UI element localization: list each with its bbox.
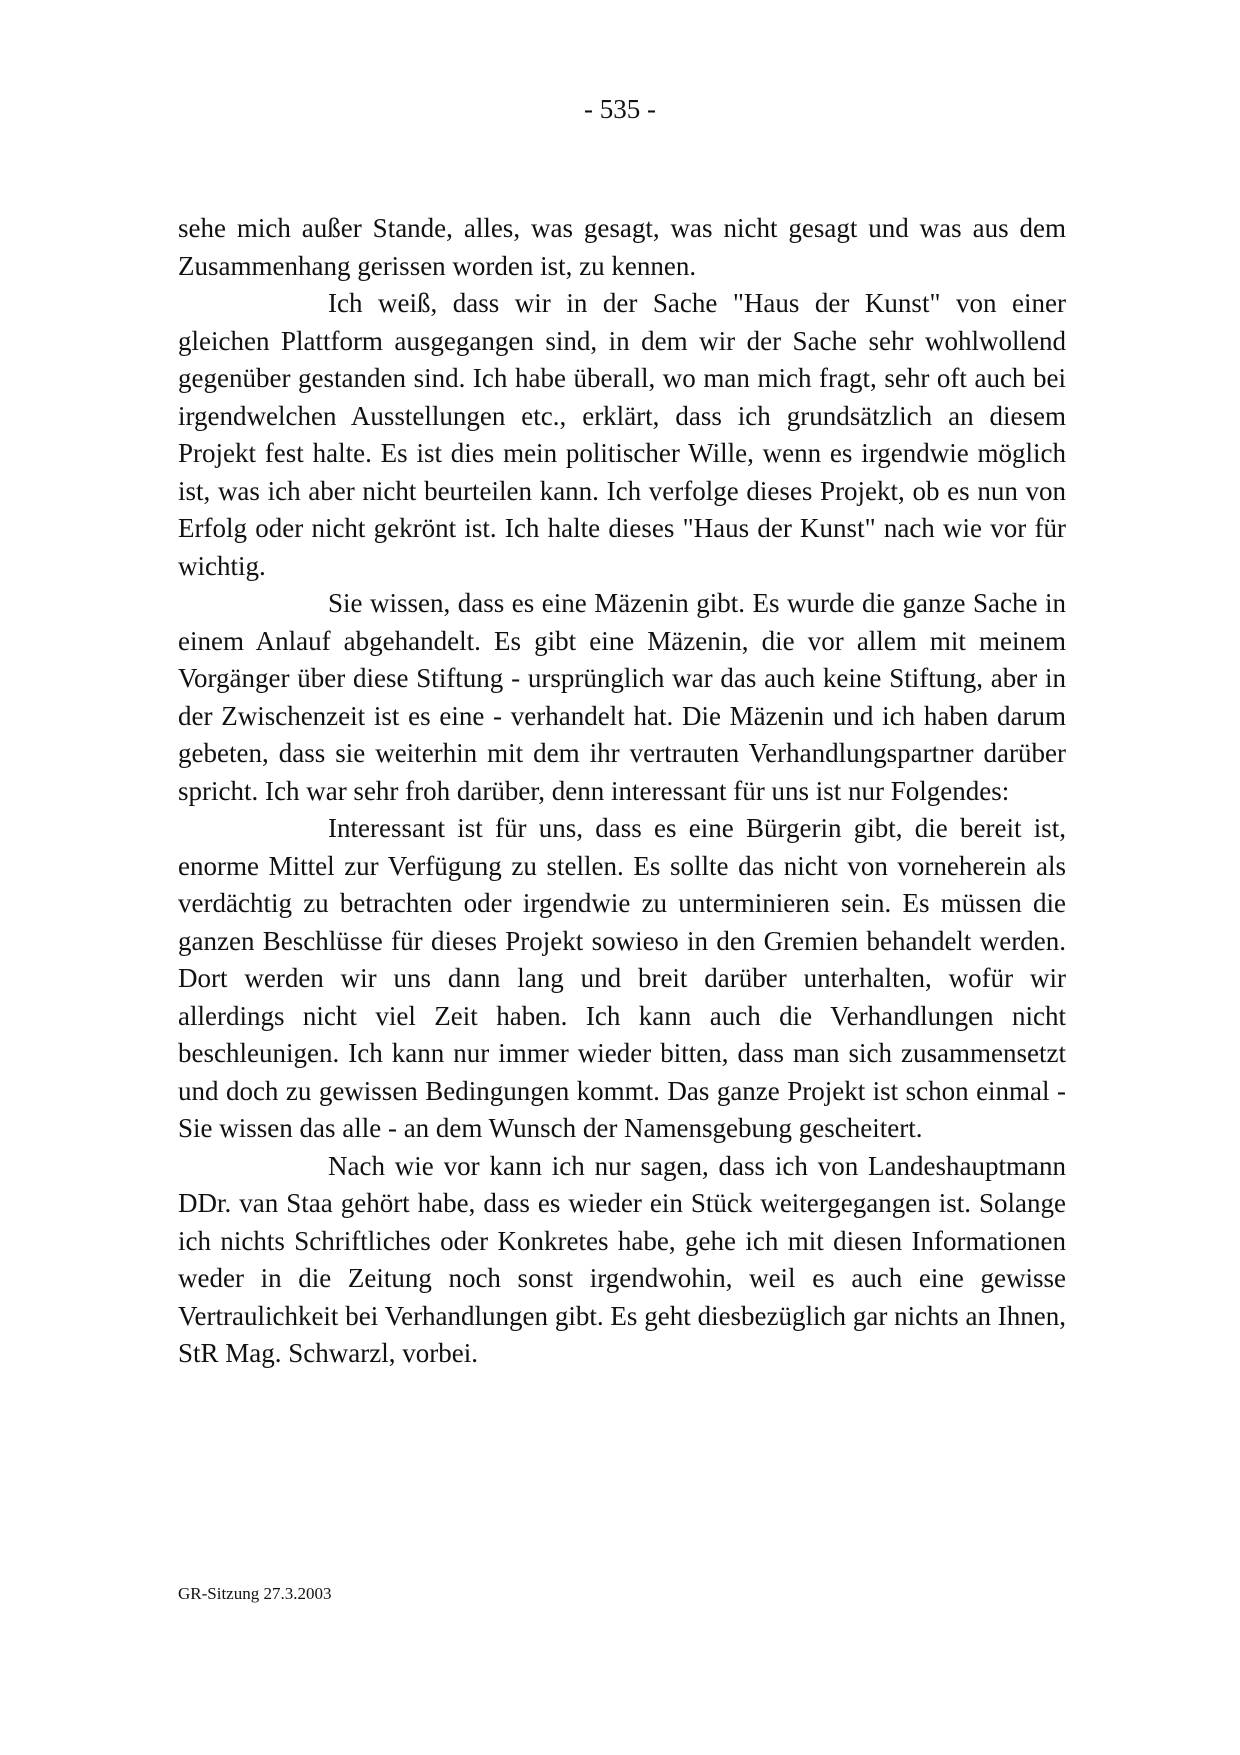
footer-session-label: GR-Sitzung 27.3.2003 [178, 1584, 332, 1603]
paragraph-maezenin: Sie wissen, dass es eine Mäzenin gibt. Es wurde die ganze Sache in einem Anlauf abgehandelt. Es gibt eine Mäzenin, die vor allem mit meinem Vorgänger über diese Stiftung - ursprünglich war das auch keine Stiftung, aber in der Zwischenzeit ist es eine - verhandelt hat. Die Mäzenin und ich haben darum gebeten, dass sie weiterhin mit dem ihr vertrauten Verhandlungspartner darüber spricht. Ich war sehr froh darüber, denn interessant für uns ist nur Folgendes: [178, 588, 1066, 806]
document-body [178, 210, 1066, 1373]
page-number: - 535 - [584, 94, 656, 124]
paragraph-landeshauptmann: Nach wie vor kann ich nur sagen, dass ich von Landeshauptmann DDr. van Staa gehört habe, dass es wieder ein Stück weitergegangen ist. Solange ich nichts Schriftliches oder Konkretes habe, gehe ich mit diesen Informationen weder in die Zeitung noch sonst irgendwohin, weil es auch eine gewisse Vertraulichkeit bei Verhandlungen gibt. Es geht diesbezüglich gar nichts an Ihnen, StR Mag. Schwarzl, vorbei. [178, 1150, 1066, 1368]
paragraph-haus-der-kunst: Ich weiß, dass wir in der Sache "Haus der Kunst" von einer gleichen Plattform ausgegangen sind, in dem wir der Sache sehr wohlwollend gegenüber gestanden sind. Ich habe überall, wo man mich fragt, sehr oft auch bei irgendwelchen Ausstellungen etc., erklärt, dass ich grundsätzlich an diesem Projekt fest halte. Es ist dies mein politischer Wille, wenn es irgendwie möglich ist, was ich aber nicht beurteilen kann. Ich verfolge dieses Projekt, ob es nun von Erfolg oder nicht gekrönt ist. Ich halte dieses "Haus der Kunst" nach wie vor für wichtig. [178, 288, 1066, 581]
paragraph-buergerin: Interessant ist für uns, dass es eine Bürgerin gibt, die bereit ist, enorme Mittel zur Verfügung zu stellen. Es sollte das nicht von vorneherein als verdächtig zu betrachten oder irgendwie zu unterminieren sein. Es müssen die ganzen Beschlüsse für dieses Projekt sowieso in den Gremien behandelt werden. Dort werden wir uns dann lang und breit darüber unterhalten, wofür wir allerdings nicht viel Zeit haben. Ich kann auch die Verhandlungen nicht beschleunigen. Ich kann nur immer wieder bitten, dass man sich zusammensetzt und doch zu gewissen Bedingungen kommt. Das ganze Projekt ist schon einmal - Sie wissen das alle - an dem Wunsch der Namensgebung gescheitert. [178, 813, 1066, 1143]
paragraph-continuation: sehe mich außer Stande, alles, was gesagt, was nicht gesagt und was aus dem Zusammenhang gerissen worden ist, zu kennen. [178, 213, 1066, 281]
